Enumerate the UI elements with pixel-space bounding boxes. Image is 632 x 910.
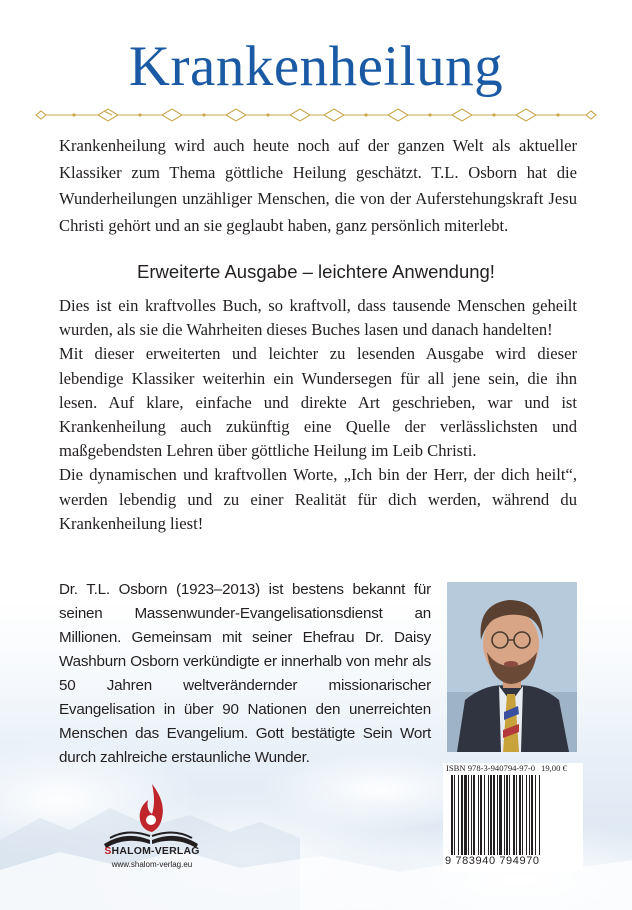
author-photo — [447, 582, 577, 752]
decorative-divider — [34, 106, 598, 124]
book-title: Krankenheilung — [128, 35, 504, 98]
isbn-number: ISBN 978-3-940794-97-0 — [446, 763, 536, 773]
author-bio: Dr. T.L. Osborn (1923–2013) ist bestens bekannt für seinen Massenwunder-Evangelisationsdienst an Millionen. Gemeinsam mit seiner Ehefrau Dr. Daisy Washburn Osborn verkündigte er innerhalb von mehr als 50 Jahren weltverändernder missionarischer Evangelisation in über 90 Nationen den unerreichten Menschen das Evangelium. Gott bestätigte Sein Wort durch zahlreiche erstaunliche Wunder. — [59, 581, 431, 766]
intro-paragraph: Krankenheilung wird auch heute noch auf der ganzen Welt als aktueller Klassiker zum Thema göttliche Heilung geschätzt. T.L. Osborn hat die Wunderheilungen unzähliger Menschen, die von der Auferstehungskraft Jesu Christi gehört und an sie geglaubt haben, ganz persönlich miterlebt. — [59, 136, 577, 235]
body-paragraph-2: Mit dieser erweiterten und leichter zu lesenden Ausgabe wird dieser lebendige Klassiker weiterhin ein Wundersegen für all jene sein, die ihn lesen. Auf klare, einfache und direkte Art geschrieben, war und ist Krankenheilung auch zukünftig eine Quelle der verlässlichsten und maßgebendsten Lehren über göttliche Heilung im Leib Christi. — [59, 344, 577, 461]
isbn-line — [446, 763, 582, 773]
description-body — [59, 294, 577, 536]
publisher-logo — [96, 778, 206, 888]
barcode-bars — [449, 775, 577, 858]
body-paragraph-3: Die dynamischen und kraftvollen Worte, „Ich bin der Herr, der dich heilt“, werden lebendig und zu einer Realität für dich werden, während du Krankenheilung liest! — [59, 465, 577, 533]
ean-number: 9 783940 794970 — [445, 855, 540, 867]
barcode-panel — [443, 763, 583, 871]
publisher-website: www.shalom-verlag.eu — [111, 860, 193, 869]
section-subheading: Erweiterte Ausgabe – leichtere Anwendung! — [137, 261, 495, 282]
body-paragraph-1: Dies ist ein kraftvolles Buch, so kraftvoll, dass tausende Menschen geheilt wurden, als sie die Wahrheiten dieses Buches lasen und danach handelten! — [59, 296, 577, 340]
publisher-name: SHALOM-VERLAG — [104, 845, 200, 857]
author-portrait-image — [447, 582, 577, 752]
price-label: 19,00 € — [541, 763, 567, 773]
